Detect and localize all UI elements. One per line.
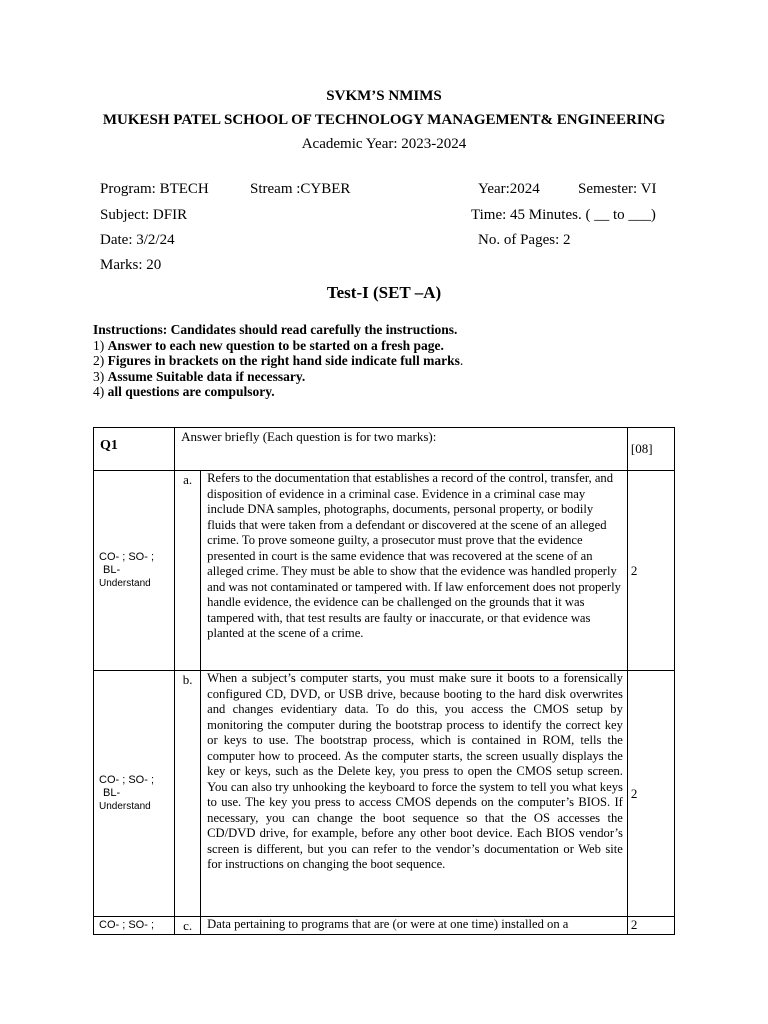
program-field: Program: BTECH bbox=[100, 181, 209, 197]
table-row bbox=[94, 917, 675, 935]
institution-name: SVKM’S NMIMS bbox=[326, 88, 442, 104]
co-so-label: CO- ; SO- ; bbox=[99, 919, 154, 931]
academic-year: Academic Year: 2023-2024 bbox=[301, 136, 467, 152]
part-answer-text: Data pertaining to programs that are (or were at one time) installed on a bbox=[201, 917, 628, 935]
question-table bbox=[93, 427, 675, 935]
instructions-block bbox=[93, 322, 463, 400]
question-prompt: Answer briefly (Each question is for two marks): bbox=[175, 428, 628, 471]
part-marks: 2 bbox=[627, 671, 674, 917]
table-row bbox=[94, 471, 675, 671]
part-answer-text: When a subject’s computer starts, you must make sure it boots to a forensically configured CD, DVD, or USB drive, because booting to the hard disk overwrites and changes evidentiary data. To do this, you access the CMOS setup by monitoring the computer during the bootstrap process to identify the correct key or keys to use. The bootstrap process, which is contained in ROM, tells the computer how to proceed. As the computer starts, the screen usually displays the key or keys, such as the Delete key, you press to open the CMOS setup screen. You can also try unhooking the keyboard to force the system to tell you what keys to use. The key you press to access CMOS depends on the computer’s BIOS. If necessary, you can change the boot sequence so that the OS accesses the CD/DVD drive, for example, before any other boot device. Each BIOS vendor’s screen is different, but you can refer to the vendor’s documentation or Web site for instructions on changing the boot sequence. bbox=[201, 671, 628, 917]
bl-level: Understand bbox=[99, 578, 151, 589]
test-title: Test-I (SET –A) bbox=[326, 283, 442, 302]
co-so-bl-cell bbox=[94, 671, 175, 917]
bl-label: BL- bbox=[103, 564, 121, 576]
stream-field: Stream :CYBER bbox=[250, 181, 351, 197]
question-number: Q1 bbox=[94, 428, 175, 471]
question-header-row bbox=[94, 428, 675, 471]
part-marks: 2 bbox=[627, 917, 674, 935]
instruction-item: 4) all questions are compulsory. bbox=[93, 384, 275, 400]
bl-label: BL- bbox=[103, 787, 121, 799]
subject-field: Subject: DFIR bbox=[100, 207, 188, 223]
time-field: Time: 45 Minutes. ( __ to ___) bbox=[471, 207, 656, 223]
question-total-marks: [08] bbox=[627, 428, 674, 471]
marks-field: Marks: 20 bbox=[100, 257, 162, 273]
part-letter: c. bbox=[175, 917, 201, 935]
co-so-label: CO- ; SO- ; bbox=[99, 551, 154, 563]
instruction-item: 3) Assume Suitable data if necessary. bbox=[93, 368, 306, 384]
instructions-heading: Instructions: Candidates should read carefully the instructions. bbox=[93, 322, 458, 337]
part-letter: b. bbox=[175, 671, 201, 917]
part-marks: 2 bbox=[627, 471, 674, 671]
co-so-bl-cell bbox=[94, 917, 175, 935]
part-answer-text: Refers to the documentation that establishes a record of the control, transfer, and disposition of evidence in a criminal case. Evidence in a criminal case may include DNA samples, photographs, documents, personal property, or bodily fluids that were taken from a defendant or discovered at the scene of an alleged crime. To prove someone guilty, a prosecutor must prove that the evidence presented in court is the same evidence that was recovered at the scene of an alleged crime. They must be able to show that the evidence was handled properly and was not contaminated or tampered with. If law enforcement does not properly handle evidence, the evidence can be challenged on the grounds that it was tampered with, that test results are faulty or inaccurate, or that evidence was planted at the scene of a crime. bbox=[201, 471, 628, 671]
part-letter: a. bbox=[175, 471, 201, 671]
semester-field: Semester: VI bbox=[578, 181, 657, 197]
co-so-label: CO- ; SO- ; bbox=[99, 774, 154, 786]
co-so-bl-cell bbox=[94, 471, 175, 671]
bl-level: Understand bbox=[99, 801, 151, 812]
instruction-item: 2) Figures in brackets on the right hand side indicate full marks. bbox=[93, 353, 464, 369]
date-field: Date: 3/2/24 bbox=[100, 232, 175, 248]
year-field: Year:2024 bbox=[478, 181, 540, 197]
table-row bbox=[94, 671, 675, 917]
instruction-item: 1) Answer to each new question to be started on a fresh page. bbox=[93, 337, 444, 353]
pages-field: No. of Pages: 2 bbox=[478, 232, 571, 248]
school-name: MUKESH PATEL SCHOOL OF TECHNOLOGY MANAGEMENT& ENGINEERING bbox=[102, 112, 666, 128]
